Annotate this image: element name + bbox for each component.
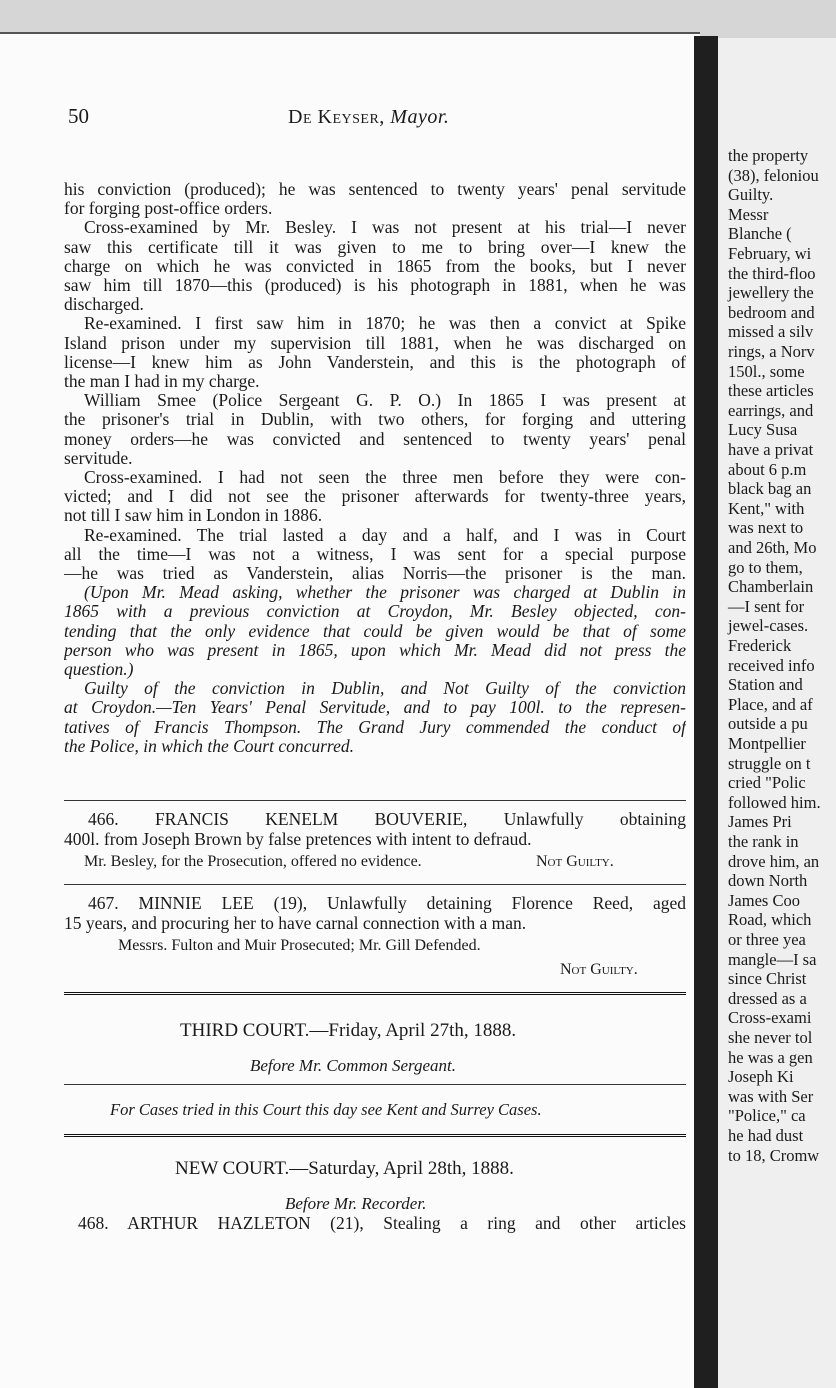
text-line: person who was present in 1865, upon which Mr. Mead did not press the xyxy=(64,640,686,660)
case-467-line-1: 467. MINNIE LEE (19), Unlawfully detaining Florence Reed, aged xyxy=(88,893,686,913)
right-page-line: Montpellier xyxy=(728,734,806,753)
page-number: 50 xyxy=(68,104,89,128)
running-head-name: De Keyser, xyxy=(288,106,385,128)
running-head xyxy=(288,106,449,129)
text-line: the prisoner's trial in Dublin, with two others, for forging and uttering xyxy=(64,410,686,430)
right-page-line: he had dust xyxy=(728,1126,804,1145)
text-line: not till I saw him in London in 1886. xyxy=(64,505,323,526)
text-line: the man I had in my charge. xyxy=(64,371,260,391)
text-line: Island prison under my supervision till 1881, when he was discharged on xyxy=(64,333,686,353)
text-line: servitude. xyxy=(64,447,133,468)
text-line: saw this certificate till it was given to me to bring over—I knew the xyxy=(64,237,686,257)
case-468-line: 468. ARTHUR HAZLETON (21), Stealing a ring and other articles xyxy=(78,1213,686,1233)
third-court-before: Before Mr. Common Sergeant. xyxy=(250,1056,457,1075)
right-page-line: February, wi xyxy=(728,244,812,263)
text-line: Guilty of the conviction in Dublin, and Not Guilty of the conviction xyxy=(84,679,686,699)
right-page-line: cried "Polic xyxy=(728,773,806,793)
right-page-line: the third-floo xyxy=(728,263,816,283)
case-467-counsel: Messrs. Fulton and Muir Prosecuted; Mr. Gill Defended. xyxy=(118,937,481,954)
right-page-line: bedroom and xyxy=(728,302,815,322)
right-page-line: (38), feloniou xyxy=(728,165,819,185)
right-page-line: rings, a Norv xyxy=(728,342,815,361)
right-page-line: mangle—I sa xyxy=(728,949,817,969)
right-page-line: since Christ xyxy=(728,969,807,989)
text-line: —he was tried as Vanderstein, alias Norris—the prisoner is the man. xyxy=(64,564,686,583)
right-page-line: down North xyxy=(728,871,808,891)
new-court-heading: NEW COURT.—Saturday, April 28th, 1888. xyxy=(175,1158,514,1179)
right-page-line: jewellery the xyxy=(728,283,814,303)
text-line: William Smee (Police Sergeant G. P. O.) In 1865 I was present at xyxy=(84,391,686,411)
right-page-line: James Pri xyxy=(728,812,792,832)
text-line: question.) xyxy=(64,659,134,679)
text-line: discharged. xyxy=(64,294,144,315)
right-page-line: the property xyxy=(728,146,809,165)
new-court-before: Before Mr. Recorder. xyxy=(285,1194,427,1213)
right-page-line: outside a pu xyxy=(728,714,808,734)
text-line: Cross-examined by Mr. Besley. I was not present at his trial—I never xyxy=(84,218,686,238)
text-line: at Croydon.—Ten Years' Penal Servitude, and to pay 100l. to the represen- xyxy=(64,698,686,718)
right-page-line: 150l., some xyxy=(728,361,805,381)
text-line: Cross-examined. I had not seen the three men before they were con- xyxy=(84,468,686,487)
right-page-line: Kent," with xyxy=(728,498,805,518)
left-page xyxy=(0,32,700,1388)
right-page-line: he was a gen xyxy=(728,1047,813,1067)
book-gutter xyxy=(694,36,718,1388)
right-page-line: Station and xyxy=(728,675,803,695)
text-line: Re-examined. The trial lasted a day and a half, and I was in Court xyxy=(84,525,686,545)
section-rule xyxy=(64,800,686,801)
right-page-line: received info xyxy=(728,655,815,675)
right-page-line: drove him, an xyxy=(728,851,820,871)
text-line: (Upon Mr. Mead asking, whether the prisoner was charged at Dublin in xyxy=(84,583,686,603)
right-page-line: these articles xyxy=(728,381,814,401)
third-court-note: For Cases tried in this Court this day see Kent and Surrey Cases. xyxy=(110,1100,542,1119)
right-page-line: Joseph Ki xyxy=(728,1067,794,1087)
right-page-line: go to them, xyxy=(728,557,803,577)
right-page-line: —I sent for xyxy=(728,596,805,616)
right-page-line: followed him. xyxy=(728,792,821,812)
right-page-line: "Police," ca xyxy=(728,1106,806,1126)
text-line: Re-examined. I first saw him in 1870; he was then a convict at Spike xyxy=(84,314,686,334)
case-466-verdict: Not Guilty. xyxy=(536,853,614,870)
right-page-line: Guilty. xyxy=(728,185,774,205)
text-line: for forging post-office orders. xyxy=(64,198,273,219)
right-page-line: missed a silv xyxy=(728,322,814,342)
text-line: license—I knew him as John Vanderstein, and this is the photograph of xyxy=(64,352,686,372)
text-line: all the time—I was not a witness, I was sent for a special purpose xyxy=(64,544,686,564)
section-rule xyxy=(64,884,686,885)
right-page-line: or three yea xyxy=(728,930,806,949)
right-page-line: to 18, Cromw xyxy=(728,1145,820,1165)
right-page-line: struggle on t xyxy=(728,753,811,773)
text-line: tatives of Francis Thompson. The Grand Jury commended the conduct of xyxy=(64,717,686,737)
right-page-line: the rank in xyxy=(728,832,799,851)
text-line: 1865 with a previous conviction at Croydon, Mr. Besley objected, con- xyxy=(64,602,686,622)
right-page-line: Road, which xyxy=(728,910,812,930)
right-page-fragment xyxy=(718,38,836,1388)
right-page-line: she never tol xyxy=(728,1028,813,1047)
running-head-mayor: Mayor. xyxy=(390,106,450,128)
right-page-line: dressed as a xyxy=(728,988,807,1008)
text-line: the Police, in which the Court concurred. xyxy=(64,735,354,756)
case-466-counsel: Mr. Besley, for the Prosecution, offered no evidence. xyxy=(84,853,422,870)
text-line: money orders—he was convicted and sentenced to twenty years' penal xyxy=(64,429,686,449)
right-page-line: Lucy Susa xyxy=(728,420,798,440)
section-rule xyxy=(64,1084,686,1085)
right-page-line: and 26th, Mo xyxy=(728,538,817,557)
case-467-verdict: Not Guilty. xyxy=(560,961,638,978)
right-page-line: Place, and af xyxy=(728,694,813,714)
right-page-line: Blanche ( xyxy=(728,224,792,244)
right-page-line: jewel-cases. xyxy=(728,616,809,636)
right-page-line: was next to xyxy=(728,518,804,538)
right-page-line: earrings, and xyxy=(728,400,814,420)
text-line: victed; and I did not see the prisoner afterwards for twenty-three years, xyxy=(64,487,686,507)
right-page-line: about 6 p.m xyxy=(728,459,807,479)
right-page-line: Chamberlain xyxy=(728,577,814,597)
text-line: tending that the only evidence that could be given would be that of some xyxy=(64,621,686,641)
right-page-line: James Coo xyxy=(728,890,800,910)
right-page-line: Cross-exami xyxy=(728,1008,812,1028)
case-467-line-2: 15 years, and procuring her to have carnal connection with a man. xyxy=(64,913,527,933)
right-page-line: have a privat xyxy=(728,440,814,459)
right-page-line: black bag an xyxy=(728,479,812,499)
text-line: saw him till 1870—this (produced) is his photograph in 1881, when he was xyxy=(64,276,686,295)
text-line: his conviction (produced); he was sentenced to twenty years' penal servitude xyxy=(64,180,686,199)
double-rule xyxy=(64,1134,686,1139)
right-page-line: Frederick xyxy=(728,636,792,655)
double-rule xyxy=(64,992,686,997)
right-page-line: Messr xyxy=(728,204,769,224)
case-466-line-2: 400l. from Joseph Brown by false pretences with intent to defraud. xyxy=(64,829,532,849)
third-court-heading: THIRD COURT.—Friday, April 27th, 1888. xyxy=(180,1020,517,1041)
text-line: charge on which he was convicted in 1865 from the books, but I never xyxy=(64,256,686,276)
right-page-line: was with Ser xyxy=(728,1086,814,1106)
case-466-line-1: 466. FRANCIS KENELM BOUVERIE, Unlawfully obtaining xyxy=(88,809,686,829)
